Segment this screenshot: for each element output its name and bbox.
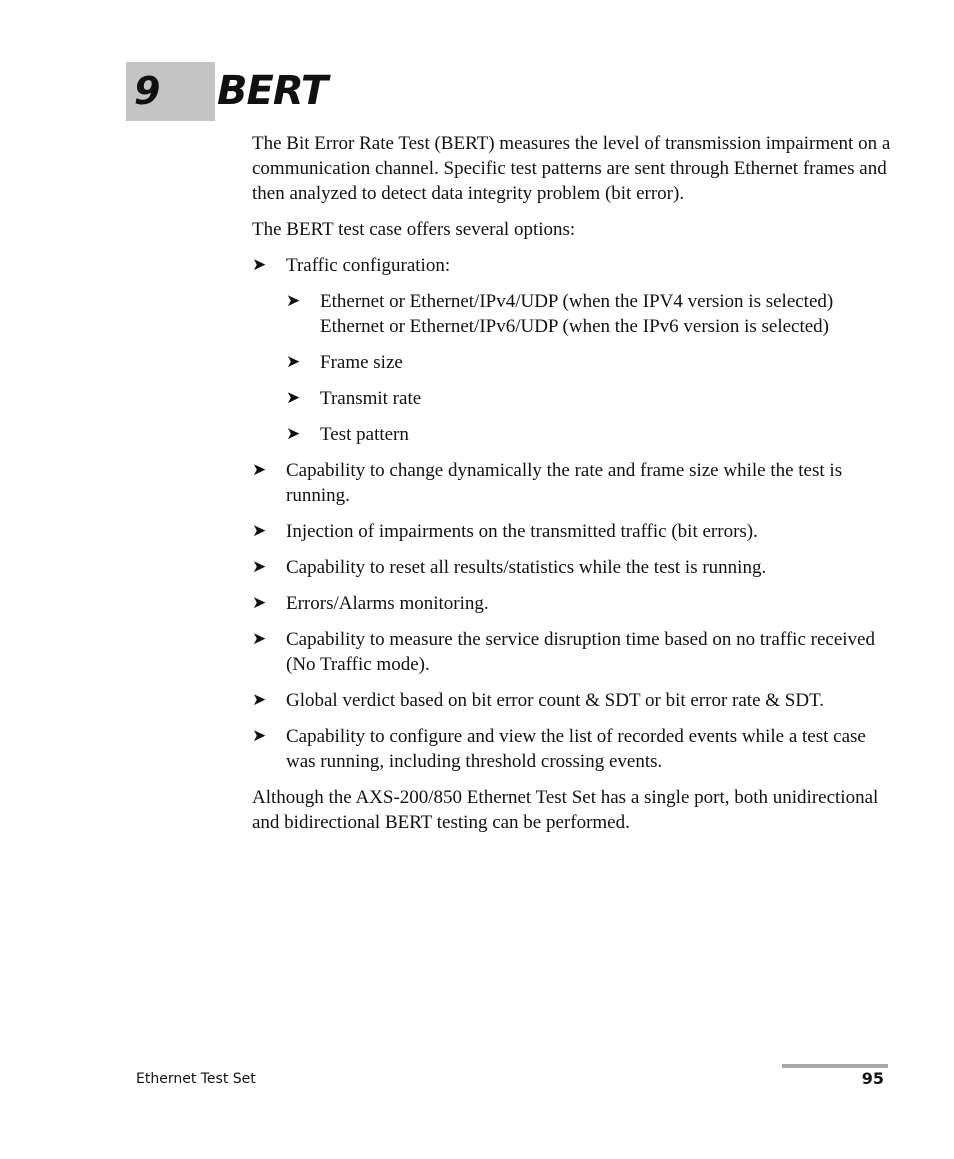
list-item-text: Ethernet or Ethernet/IPv4/UDP (when the IPV4 version is selected) [320,291,834,312]
bullet-arrow-icon: ➤ [286,424,301,444]
bullet-arrow-icon: ➤ [252,690,267,710]
sub-list-item-test-pattern [286,422,892,447]
bullet-arrow-icon: ➤ [286,291,301,311]
body-content [252,131,892,846]
list-item-traffic [252,253,892,278]
chapter-title: BERT [217,68,328,114]
bullet-arrow-icon: ➤ [252,460,267,480]
bullet-arrow-icon: ➤ [252,726,267,746]
list-item-text: Capability to reset all results/statistics while the test is running. [286,557,767,578]
page-number: 95 [861,1069,884,1088]
list-item [252,458,892,508]
bullet-arrow-icon: ➤ [252,521,267,541]
list-item-text: Transmit rate [320,388,422,409]
list-item-text: Injection of impairments on the transmitted traffic (bit errors). [286,521,758,542]
list-item [252,519,892,544]
list-item-text: Errors/Alarms monitoring. [286,593,489,614]
footer-product-name: Ethernet Test Set [136,1071,256,1087]
sub-list-item-frame-size [286,350,892,375]
bullet-arrow-icon: ➤ [252,557,267,577]
closing-paragraph: Although the AXS-200/850 Ethernet Test Set has a single port, both unidirectional and bidirectional BERT testing can be performed. [252,787,879,833]
chapter-number: 9 [134,69,161,113]
list-item [252,591,892,616]
sub-list-item-transmit-rate [286,386,892,411]
list-item-text: Capability to change dynamically the rate and frame size while the test is running. [286,460,843,506]
bullet-arrow-icon: ➤ [286,388,301,408]
list-item-text: Global verdict based on bit error count & SDT or bit error rate & SDT. [286,690,825,711]
bullet-arrow-icon: ➤ [286,352,301,372]
intro-paragraph: The Bit Error Rate Test (BERT) measures the level of transmission impairment on a communication channel. Specific test patterns are sent through Ethernet frames and then analyzed to detect data integrity problem (bit error). [252,133,891,204]
sub-list-item-ethernet [286,289,892,339]
bullet-arrow-icon: ➤ [252,255,267,275]
list-item-text: Traffic configuration: [286,255,451,276]
list-item-text: Test pattern [320,424,409,445]
bullet-arrow-icon: ➤ [252,629,267,649]
list-item [252,555,892,580]
list-item-text: Capability to configure and view the list of recorded events while a test case was running, including threshold crossing events. [286,726,866,772]
list-item [252,627,892,677]
list-item-text: Capability to measure the service disruption time based on no traffic received (No Traffic mode). [286,629,875,675]
bullet-arrow-icon: ➤ [252,593,267,613]
list-item [252,688,892,713]
list-item-text: Frame size [320,352,403,373]
list-item [252,724,892,774]
options-intro: The BERT test case offers several options: [252,219,576,240]
footer-rule [782,1064,888,1068]
list-item-text: Ethernet or Ethernet/IPv6/UDP (when the IPv6 version is selected) [320,316,830,337]
